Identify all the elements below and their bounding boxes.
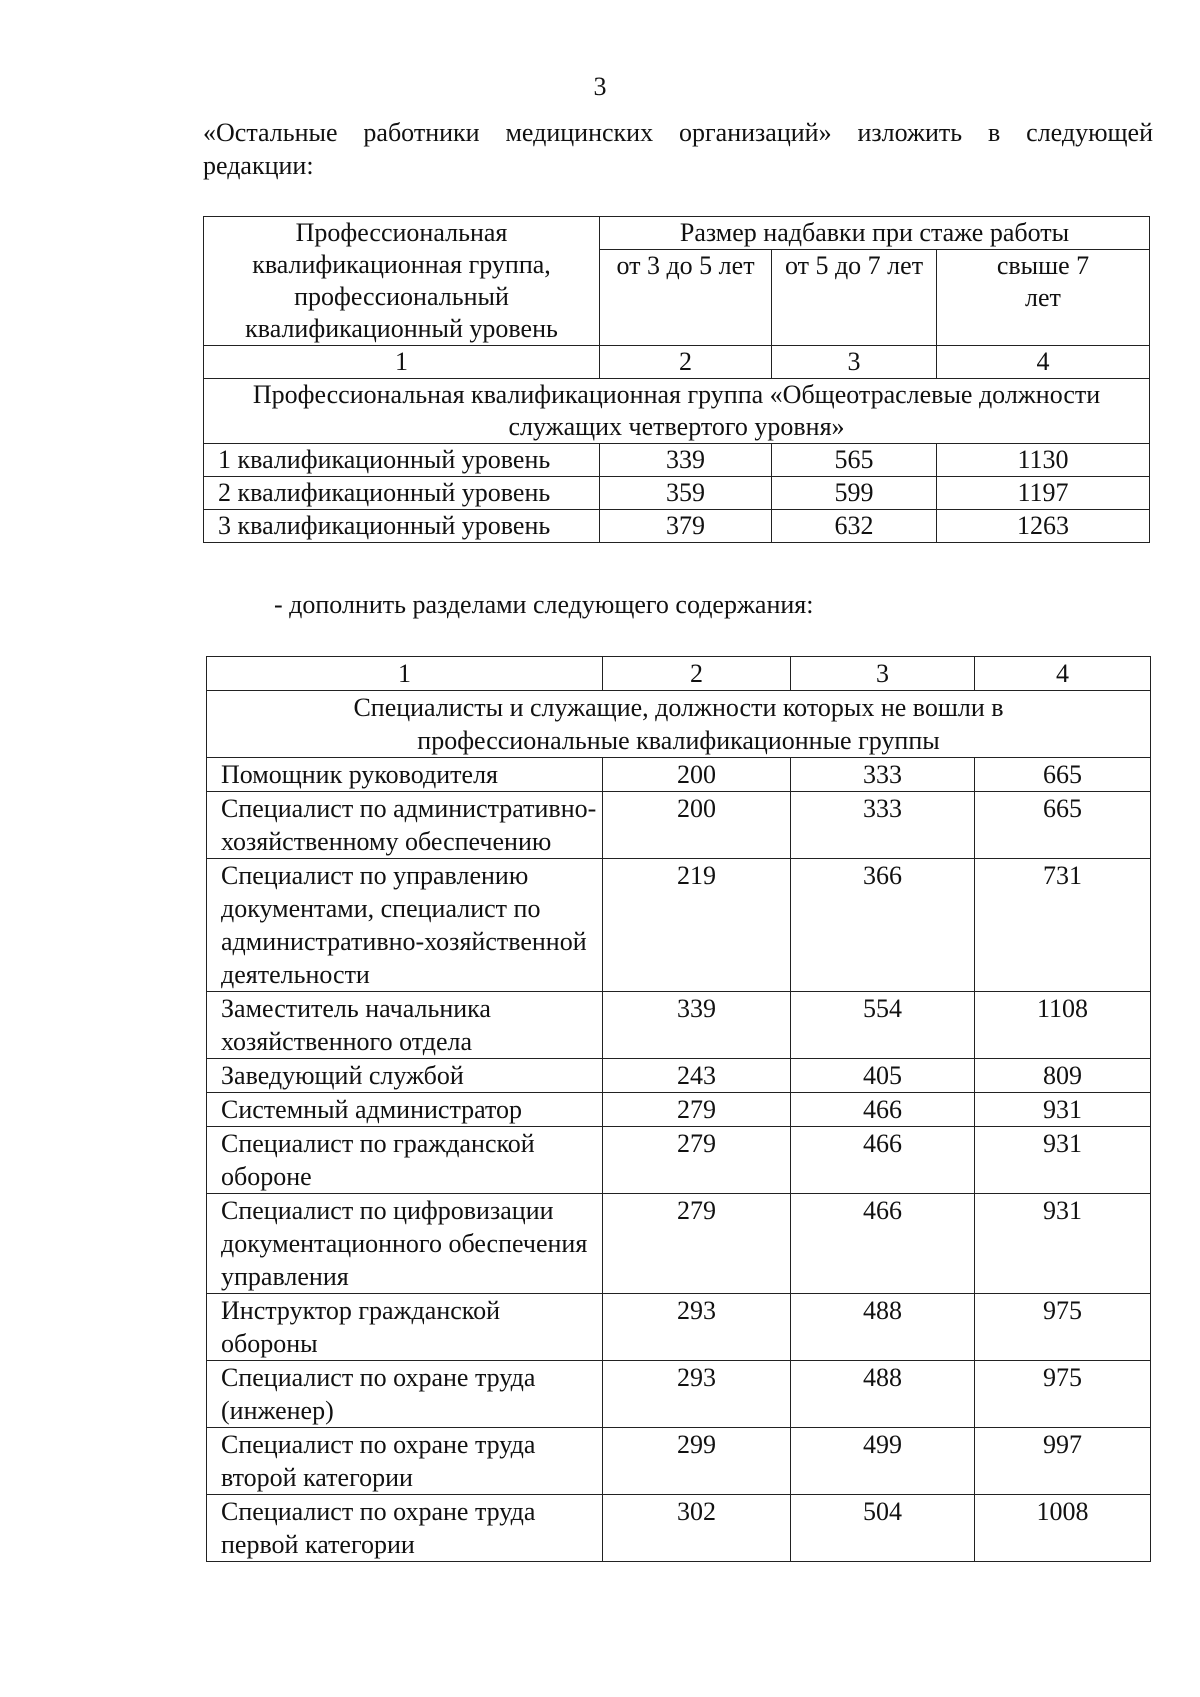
group-title: Специалисты и служащие, должности которых не вошли в профессиональные квалификационные группы — [207, 691, 1151, 758]
table-seniority-allowance-general — [203, 216, 1150, 543]
position-name: Помощник руководителя — [207, 758, 603, 792]
column-number: 3 — [772, 346, 937, 379]
table-row — [207, 792, 1151, 859]
value-5-7: 466 — [791, 1093, 975, 1127]
level-name: 1 квалификационный уровень — [204, 444, 600, 477]
table-row — [207, 1059, 1151, 1093]
group-title: Профессиональная квалификационная группа «Общеотраслевые должности служащих четвертого уровня» — [204, 379, 1150, 444]
value-over-7: 1108 — [975, 992, 1151, 1059]
value-5-7: 488 — [791, 1361, 975, 1428]
value-over-7: 1130 — [937, 444, 1150, 477]
addition-paragraph: - дополнить разделами следующего содержания: — [274, 590, 814, 619]
position-name: Инструктор гражданской обороны — [207, 1294, 603, 1361]
value-3-5: 279 — [603, 1194, 791, 1294]
value-5-7: 632 — [772, 510, 937, 543]
table-row — [204, 444, 1150, 477]
value-5-7: 466 — [791, 1127, 975, 1194]
column-number: 2 — [603, 657, 791, 691]
value-over-7: 931 — [975, 1194, 1151, 1294]
value-over-7: 665 — [975, 792, 1151, 859]
table-row — [207, 859, 1151, 992]
position-name: Заместитель начальника хозяйственного отдела — [207, 992, 603, 1059]
header-cell-5-7: от 5 до 7 лет — [772, 250, 937, 346]
position-name: Специалист по управлению документами, специалист по административно-хозяйственной деятельности — [207, 859, 603, 992]
page-number: 3 — [593, 72, 607, 101]
table-row — [207, 1294, 1151, 1361]
position-name: Специалист по гражданской обороне — [207, 1127, 603, 1194]
table-row — [207, 1428, 1151, 1495]
table-row — [207, 758, 1151, 792]
column-number: 1 — [207, 657, 603, 691]
column-number: 3 — [791, 657, 975, 691]
value-3-5: 200 — [603, 758, 791, 792]
value-5-7: 554 — [791, 992, 975, 1059]
table-row — [207, 1127, 1151, 1194]
level-name: 3 квалификационный уровень — [204, 510, 600, 543]
value-5-7: 599 — [772, 477, 937, 510]
value-3-5: 339 — [603, 992, 791, 1059]
value-over-7: 1008 — [975, 1495, 1151, 1562]
value-over-7: 731 — [975, 859, 1151, 992]
table-row — [207, 1093, 1151, 1127]
header-cell-over-7: свыше 7 лет — [937, 250, 1150, 346]
position-name: Системный администратор — [207, 1093, 603, 1127]
value-over-7: 809 — [975, 1059, 1151, 1093]
value-over-7: 931 — [975, 1127, 1151, 1194]
value-3-5: 243 — [603, 1059, 791, 1093]
value-3-5: 293 — [603, 1361, 791, 1428]
table-row — [204, 477, 1150, 510]
header-cell-group-level: Профессиональная квалификационная группа, профессиональный квалификационный уровень — [204, 217, 600, 346]
table-row — [204, 510, 1150, 543]
value-3-5: 302 — [603, 1495, 791, 1562]
table-seniority-allowance-specialists — [206, 656, 1151, 1562]
header-cell-allowance: Размер надбавки при стаже работы — [600, 217, 1150, 250]
position-name: Заведующий службой — [207, 1059, 603, 1093]
column-number: 1 — [204, 346, 600, 379]
table-row — [207, 992, 1151, 1059]
value-over-7: 1263 — [937, 510, 1150, 543]
level-name: 2 квалификационный уровень — [204, 477, 600, 510]
value-over-7: 975 — [975, 1294, 1151, 1361]
position-name: Специалист по охране труда второй категории — [207, 1428, 603, 1495]
value-5-7: 565 — [772, 444, 937, 477]
value-3-5: 293 — [603, 1294, 791, 1361]
value-3-5: 299 — [603, 1428, 791, 1495]
value-3-5: 200 — [603, 792, 791, 859]
table-row — [207, 1495, 1151, 1562]
value-3-5: 279 — [603, 1093, 791, 1127]
value-5-7: 366 — [791, 859, 975, 992]
column-number: 4 — [937, 346, 1150, 379]
value-5-7: 405 — [791, 1059, 975, 1093]
value-5-7: 499 — [791, 1428, 975, 1495]
value-3-5: 379 — [600, 510, 772, 543]
value-over-7: 975 — [975, 1361, 1151, 1428]
position-name: Специалист по охране труда первой категории — [207, 1495, 603, 1562]
table-body — [207, 758, 1151, 1562]
table-row — [207, 1361, 1151, 1428]
value-3-5: 279 — [603, 1127, 791, 1194]
header-cell-3-5: от 3 до 5 лет — [600, 250, 772, 346]
column-number: 4 — [975, 657, 1151, 691]
value-3-5: 219 — [603, 859, 791, 992]
position-name: Специалист по охране труда (инженер) — [207, 1361, 603, 1428]
value-5-7: 466 — [791, 1194, 975, 1294]
value-3-5: 359 — [600, 477, 772, 510]
value-5-7: 488 — [791, 1294, 975, 1361]
table-row — [207, 1194, 1151, 1294]
value-over-7: 665 — [975, 758, 1151, 792]
column-number: 2 — [600, 346, 772, 379]
value-5-7: 333 — [791, 758, 975, 792]
value-5-7: 504 — [791, 1495, 975, 1562]
value-over-7: 997 — [975, 1428, 1151, 1495]
value-5-7: 333 — [791, 792, 975, 859]
value-3-5: 339 — [600, 444, 772, 477]
position-name: Специалист по цифровизации документационного обеспечения управления — [207, 1194, 603, 1294]
position-name: Специалист по административно-хозяйственному обеспечению — [207, 792, 603, 859]
intro-paragraph: «Остальные работники медицинских организаций» изложить в следующей редакции: — [203, 118, 1153, 180]
value-over-7: 931 — [975, 1093, 1151, 1127]
value-over-7: 1197 — [937, 477, 1150, 510]
